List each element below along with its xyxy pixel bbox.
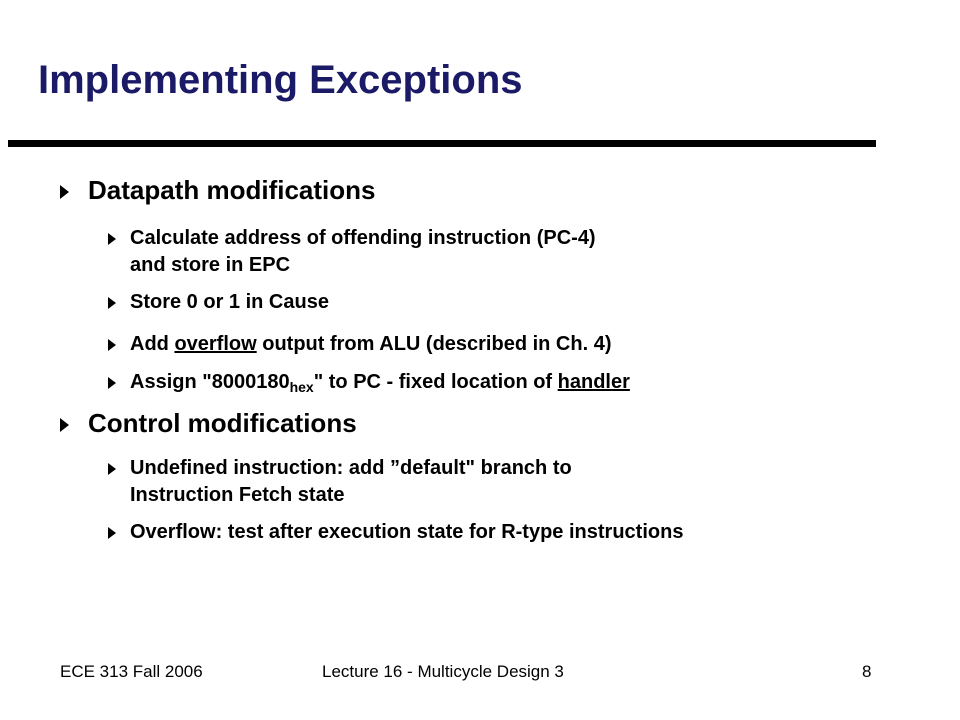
triangle-right-icon [108, 233, 116, 245]
triangle-right-icon [108, 527, 116, 539]
text-segment: output from ALU (described in Ch. 4) [256, 333, 612, 355]
underlined-term: handler [557, 371, 630, 393]
footer-lecture: Lecture 16 - Multicycle Design 3 [322, 662, 564, 681]
triangle-right-icon [60, 418, 69, 432]
title-divider [8, 140, 876, 147]
list-item: Store 0 or 1 in Cause [130, 291, 329, 313]
triangle-right-icon [60, 185, 69, 199]
section-heading-datapath: Datapath modifications [88, 175, 376, 205]
text-segment: Assign "8000180 [130, 371, 290, 393]
list-item: Overflow: test after execution state for R-type instructions [130, 521, 684, 543]
list-item-line: Undefined instruction: add ”default" branch to [130, 457, 572, 479]
footer-page-number: 8 [862, 662, 872, 681]
list-item [130, 455, 572, 509]
triangle-right-icon [108, 377, 116, 389]
list-item-line: Instruction Fetch state [130, 484, 345, 506]
list-item [130, 225, 596, 279]
list-item-line: Calculate address of offending instruction (PC-4) [130, 227, 596, 249]
triangle-right-icon [108, 463, 116, 475]
footer-course: ECE 313 Fall 2006 [60, 662, 203, 681]
slide-title: Implementing Exceptions [38, 58, 523, 102]
triangle-right-icon [108, 339, 116, 351]
triangle-right-icon [108, 297, 116, 309]
text-segment: " to PC - fixed location of [313, 371, 558, 393]
list-item [130, 331, 612, 358]
subscript: hex [289, 379, 314, 395]
section-heading-control: Control modifications [88, 408, 357, 438]
underlined-term: overflow [174, 333, 257, 355]
text-segment: Add [130, 333, 175, 355]
list-item-line: and store in EPC [130, 254, 291, 276]
list-item [130, 369, 630, 396]
